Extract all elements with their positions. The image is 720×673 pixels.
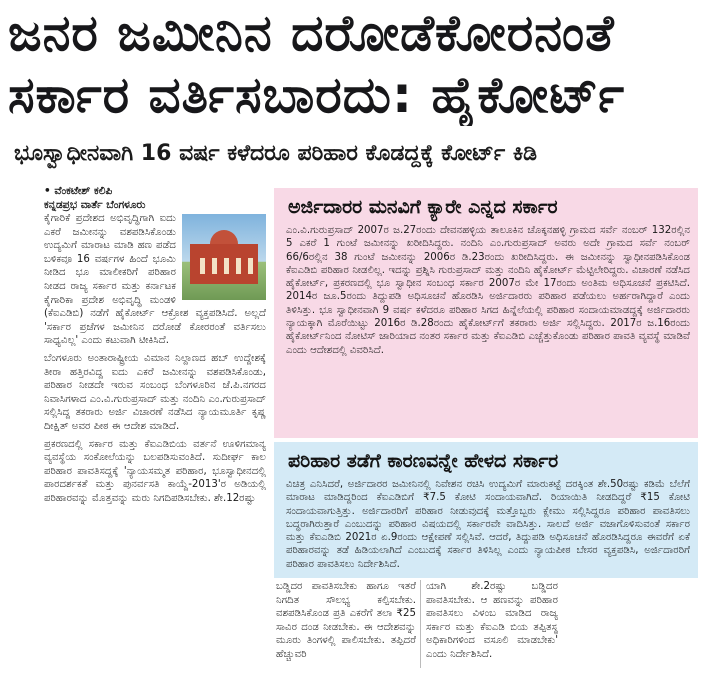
bottom-column-2: ಯಾಗಿ ಶೇ.2ರಷ್ಟು ಬಡ್ಡಿದರ ಪಾವತಿಸಬೇಕು. ಆ ಹಣವನ್ನು ಪರಿಹಾರ ಪಾವತಿಸಲು ವಿಳಂಬ ಮಾಡಿದ ರಾಜ್ಯ ಸರ್ಕಾರ ಮತ್ತು ಕೆಐಎಡಿ ಬಿಯ ತಪ್ಪಿತಸ್ಥ ಅಧಿಕಾರಿಗಳಿಂದ ವಸೂಲಿ ಮಾಡಬೇಕು' ಎಂದು ನಿರ್ದೇಶಿಸಿದೆ.	[426, 581, 558, 660]
article-paragraph-1-text: ಕೈಗಾರಿಕೆ ಪ್ರದೇಶದ ಅಭಿವೃದ್ಧಿಗಾಗಿ ಐದು ಎಕರೆ ಜಮೀನನ್ನು ವಶಪಡಿಸಿಕೊಂಡು ಉದ್ಯಮಿಗೆ ಮಾರಾಟ ಮಾಡಿ ಹಣ ಪಡೆದ ಬಳಿಕವೂ 16 ವರ್ಷಗಳ ಹಿಂದೆ ಭೂಮಿ ನೀಡಿದ ಭೂ ಮಾಲೀಕರಿಗೆ ಪರಿಹಾರ ನೀಡದ ರಾಜ್ಯ ಸರ್ಕಾರ ಮತ್ತು ಕರ್ನಾಟಕ ಕೈಗಾರಿಕಾ ಪ್ರದೇಶ ಅಭಿವೃದ್ಧಿ ಮಂಡಳಿ (ಕೆಐಎಡಿಬಿ) ನಡೆಗೆ ಹೈಕೋರ್ಟ್ ಆಕ್ರೋಶ ವ್ಯಕ್ತಪಡಿಸಿದೆ. ಅಲ್ಲದೆ 'ಸರ್ಕಾರ ಪ್ರಜೆಗಳ ಜಮೀನಿನ ದರೋಡೆ ಕೋರರಂತೆ ವರ್ತಿಸಲು ಸಾಧ್ಯವಿಲ್ಲ' ಎಂದು ಕಟುವಾಗಿ ಟೀಕಿಸಿದೆ.	[44, 213, 266, 347]
box2-heading: ಪರಿಹಾರ ತಡೆಗೆ ಕಾರಣವನ್ನೇ ಹೇಳದ ಸರ್ಕಾರ	[288, 450, 559, 472]
column-divider	[420, 580, 421, 668]
byline-author: • ವೆಂಕಟೇಶ್ ಕಲಿಪಿ	[44, 185, 113, 197]
bottom-column-3	[566, 580, 700, 670]
box1-heading: ಅರ್ಜಿದಾರರ ಮನವಿಗೆ ಕ್ಯಾರೇ ಎನ್ನದ ಸರ್ಕಾರ	[288, 196, 558, 218]
article-paragraph-3: ಪ್ರಕರಣದಲ್ಲಿ ಸರ್ಕಾರ ಮತ್ತು ಕೆಐಎಡಿಬಿಯ ವರ್ತನೆ ಊಳಿಗಮಾನ್ಯ ವ್ಯವಸ್ಥೆಯ ಸಂಕೋಲೆಯನ್ನು ಬಲಪಡಿಸುವಂತಿದೆ. ಸುದೀರ್ಘ ಕಾಲ ಪರಿಹಾರ ಪಾವತಿಸದ್ದಕ್ಕೆ 'ನ್ಯಾಯಸಮ್ಮತ ಪರಿಹಾರ, ಭೂಸ್ವಾಧೀನದಲ್ಲಿ ಪಾರದರ್ಶಕತೆ ಮತ್ತು ಪುನರ್ವಸತಿ ಕಾಯ್ದೆ-2013'ರ ಅಡಿಯಲ್ಲಿ ಪರಿಹಾರವನ್ನು ಮೊತ್ತವನ್ನು ಮರು ನಿಗದಿಪಡಿಸಬೇಕು. ಶೇ.12ರಷ್ಟು	[44, 438, 266, 504]
box1-text: ಎಂ.ವಿ.ಗುರುಪ್ರಸಾದ್ 2007ರ ಜ.27ರಂದು ದೇವನಹಳ್ಳಿಯ ತಾಲೂಕಿನ ಚೊಕ್ಕನಹಳ್ಳಿ ಗ್ರಾಮದ ಸರ್ವೆ ನಂಬರ್ 132ರಲ್ಲಿನ 5 ಎಕರೆ 1 ಗುಂಟೆ ಜಮೀನನ್ನು ಖರೀದಿಸಿದ್ದರು. ನಂದಿನಿ ಎಂ.ಗುರುಪ್ರಸಾದ್ ಅವರು ಅದೇ ಗ್ರಾಮದ ಸರ್ವೆ ನಂಬರ್ 66/6ರಲ್ಲಿನ 38 ಗುಂಟೆ ಜಮೀನನ್ನು 2006ರ ಡಿ.23ರಂದು ಖರೀದಿಸಿದ್ದರು. ಈ ಜಮೀನನ್ನು ಸ್ವಾಧೀನಪಡಿಸಿಕೊಂಡ ಕೆಐಎಡಿಬಿ ಪರಿಹಾರ ನೀಡಲಿಲ್ಲ. ಇದನ್ನು ಪ್ರಶ್ನಿಸಿ ಗುರುಪ್ರಸಾದ್ ಮತ್ತು ನಂದಿನಿ ಹೈಕೋರ್ಟ್ ಮೆಟ್ಟಿಲೇರಿದ್ದರು. ವಿಚಾರಣೆ ನಡೆಸಿದ ಹೈಕೋರ್ಟ್, ಪ್ರಕರಣದಲ್ಲಿ ಭೂ ಸ್ವಾಧೀನ ಸಂಬಂಧ ಸರ್ಕಾರ 2007ರ ಮೇ 17ರಂದು ಅಂತಿಮ ಅಧಿಸೂಚನೆ ಪ್ರಕಟಿಸಿದೆ. 2014ರ ಜೂ.5ರಂದು ತಿದ್ದುಪಡಿ ಅಧಿಸೂಚನೆ ಹೊರಡಿಸಿ ಅರ್ಜಿದಾರರು ಪರಿಹಾರ ಪಡೆಯಲು ಅರ್ಹರಾಗಿದ್ದಾರೆ ಎಂದು ತಿಳಿಸಿತ್ತು. ಭೂ ಸ್ವಾಧೀನವಾಗಿ 9 ವರ್ಷ ಕಳೆದರೂ ಪರಿಹಾರ ಸಿಗದ ಹಿನ್ನೆಲೆಯಲ್ಲಿ ಪರಿಹಾರ ಸಂದಾಯಮಾಡದ್ದಕ್ಕೆ ಅರ್ಜಿದಾರರು ನ್ಯಾಯಕ್ಕಾಗಿ ಮೊರೆಯಿಟ್ಟು 2016ರ ಡಿ.28ರಂದು ಹೈಕೋರ್ಟ್‌ಗೆ ತಕರಾರು ಅರ್ಜಿ ಸಲ್ಲಿಸಿದ್ದರು. 2017ರ ಜ.16ರಂದು ಹೈಕೋರ್ಟ್‌ನಿಂದ ನೋಟಿಸ್ ಜಾರಿಯಾದ ನಂತರ ಸರ್ಕಾರ ಮತ್ತು ಕೆಐಎಡಿಬಿ ಎಚ್ಚೆತ್ತುಕೊಂಡು ಪರಿಹಾರ ಪಾವತಿ ವ್ಯವಸ್ಥೆ ಮಾಡಿವೆ ಎಂದು ಆದೇಶದಲ್ಲಿ ವಿವರಿಸಿದೆ.	[286, 225, 690, 356]
byline-outlet: ಕನ್ನಡಪ್ರಭ ವಾರ್ತೆ ಬೆಂಗಳೂರು	[44, 199, 146, 211]
box2-text: ವಿಚಿತ್ರ ಎನಿಸಿದರೆ, ಅರ್ಜಿದಾರರ ಜಮೀನಿನಲ್ಲಿ ನಿವೇಶನ ರಚಿಸಿ ಉದ್ಯಮಿಗೆ ಮಾರುಕಟ್ಟೆ ದರಕ್ಕಿಂತ ಶೇ.50ರಷ್ಟು ಕಡಿಮೆ ಬೆಲೆಗೆ ಮಾರಾಟ ಮಾಡಿದ್ದರಿಂದ ಕೆಐಎಡಿಬಿಗೆ ₹7.5 ಕೋಟಿ ಸಂದಾಯವಾಗಿದೆ. ರಿಯಾಯಿತಿ ನೀಡದಿದ್ದರೆ ₹15 ಕೋಟಿ ಸಂದಾಯವಾಗುತ್ತಿತ್ತು. ಅರ್ಜಿದಾರರಿಗೆ ಪರಿಹಾರ ನೀಡುವುದಕ್ಕೆ ಮತ್ತೊಬ್ಬರು ಕ್ಲೇಮು ಸಲ್ಲಿಸಿದ್ದರೂ ಪರಿಹಾರ ಪಾವತಿಸಲು ಬದ್ಧರಾಗಿರುತ್ತಾರೆ ಎಂಬುದನ್ನು ಪರಿಹಾರ ವಿಷಯದಲ್ಲಿ ಸರ್ಕಾರವೇ ವಾದಿಸಿತ್ತು. ಸಾಲದೆ ಅರ್ಜಿ ವಜಾಗೊಳಿಸುವಂತೆ ಸರ್ಕಾರ ಮತ್ತು ಕೆಐಎಡಿಬಿ 2021ರ ಏ.9ರಂದು ಆಕ್ಷೇಪಣೆ ಸಲ್ಲಿಸಿವೆ. ಆದರೆ, ತಿದ್ದುಪಡಿ ಅಧಿಸೂಚನೆ ಹೊರಡಿಸಿದ್ದರೂ ಈವರೆಗೆ ಏಕೆ ಪರಿಹಾರವನ್ನು ತಡೆ ಹಿಡಿಯಲಾಗಿದೆ ಎಂಬುದಕ್ಕೆ ಸರ್ಕಾರ ತಿಳಿಸಿಲ್ಲ ಎಂದು ನ್ಯಾಯಪೀಠ ಬೇಸರ ವ್ಯಕ್ತಪಡಿಸಿ, ಅರ್ಜಿದಾರರಿಗೆ ಪರಿಹಾರ ಪಾವತಿಸಲು ನಿರ್ದೇಶಿಸಿದೆ.	[286, 479, 690, 570]
headline-line-1: ಜನರ ಜಮೀನಿನ ದರೋಡೆಕೋರನಂತೆ	[8, 4, 615, 62]
bottom-column-1: ಬಡ್ಡಿದರ ಪಾವತಿಸಬೇಕು ಹಾಗೂ ಇತರೆ ನಿಗದಿತ ಸೌಲಭ್ಯ ಕಲ್ಪಿಸಬೇಕು. ವಶಪಡಿಸಿಕೊಂಡ ಪ್ರತಿ ಎಕರೆಗೆ ತಲಾ ₹25 ಸಾವಿರ ದಂಡ ನೀಡಬೇಕು. ಈ ಆದೇಶವನ್ನು ಮೂರು ತಿಂಗಳಲ್ಲಿ ಪಾಲಿಸಬೇಕು. ತಪ್ಪಿದರೆ ಹೆಚ್ಚುವರಿ	[276, 581, 416, 660]
high-court-photo	[182, 214, 266, 300]
sidebar-box-petitioner	[274, 188, 698, 438]
article-paragraph-2: ಬೆಂಗಳೂರು ಅಂತಾರಾಷ್ಟ್ರೀಯ ವಿಮಾನ ನಿಲ್ದಾಣದ ಹಬ್ ಉದ್ದೇಶಕ್ಕೆ ತೀರಾ ಹತ್ತಿರವಿದ್ದ ಐದು ಎಕರೆ ಜಮೀನನ್ನು ವಶಪಡಿಸಿಕೊಂಡು, ಪರಿಹಾರ ನೀಡದೇ ಇರುವ ಸಂಬಂಧ ಬೆಂಗಳೂರಿನ ಜೆ.ಪಿ.ನಗರದ ನಿವಾಸಿಗಳಾದ ಎಂ.ವಿ.ಗುರುಪ್ರಸಾದ್ ಮತ್ತು ನಂದಿನಿ ಎಂ.ಗುರುಪ್ರಸಾದ್ ಸಲ್ಲಿಸಿದ್ದ ತಕರಾರು ಅರ್ಜಿ ವಿಚಾರಣೆ ನಡೆಸಿದ ನ್ಯಾಯಮೂರ್ತಿ ಕೃಷ್ಣ ದೀಕ್ಷಿತ್ ಅವರ ಪೀಠ ಈ ಆದೇಶ ಮಾಡಿದೆ.	[44, 352, 266, 432]
subheadline: ಭೂಸ್ವಾಧೀನವಾಗಿ 16 ವರ್ಷ ಕಳೆದರೂ ಪರಿಹಾರ ಕೊಡದ್ದಕ್ಕೆ ಕೋರ್ಟ್ ಕಿಡಿ	[14, 141, 537, 166]
article-paragraph-1	[44, 212, 266, 348]
left-column	[44, 184, 266, 668]
sidebar-box-compensation	[274, 442, 698, 578]
headline-line-2: ಸರ್ಕಾರ ವರ್ತಿಸಬಾರದು: ಹೈಕೋರ್ಟ್	[8, 66, 626, 124]
